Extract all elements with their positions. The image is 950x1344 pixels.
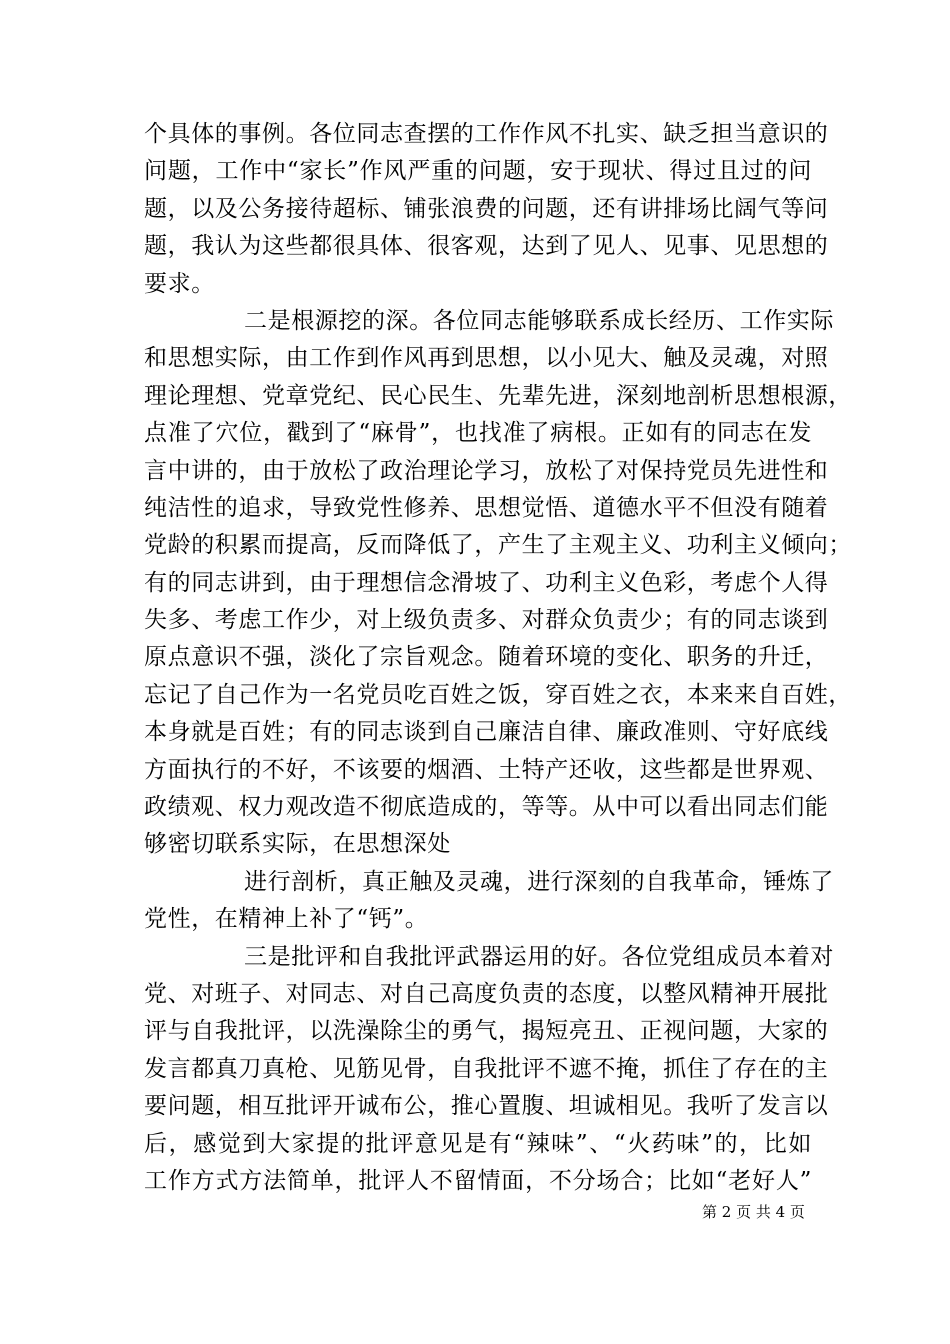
- text-line: 忘记了自己作为一名党员吃百姓之饭，穿百姓之衣，本来来自百姓，: [144, 681, 852, 708]
- text-line: 纯洁性的追求，导致党性修养、思想觉悟、道德水平不但没有随着: [144, 494, 829, 521]
- text-line: 问题，工作中“家长”作风严重的问题，安于现状、得过且过的问: [144, 158, 812, 185]
- text-line: 原点意识不强，淡化了宗旨观念。随着环境的变化、职务的升迁，: [144, 644, 829, 671]
- text-line: 进行剖析，真正触及灵魂，进行深刻的自我革命，锤炼了: [244, 868, 834, 895]
- text-line: 发言都真刀真枪、见筋见骨，自我批评不遮不掩，抓住了存在的主: [144, 1055, 829, 1082]
- text-line: 言中讲的，由于放松了政治理论学习，放松了对保持党员先进性和: [144, 457, 829, 484]
- paragraph-3-heading-line: 三是批评和自我批评武器运用的好。各位党组成员本着对: [244, 943, 834, 970]
- text-line: 工作方式方法简单，批评人不留情面，不分场合；比如“老好人”: [144, 1167, 812, 1194]
- text-line: 方面执行的不好，不该要的烟酒、土特产还收，这些都是世界观、: [144, 756, 829, 783]
- text-line: 题，以及公务接待超标、铺张浪费的问题，还有讲排场比阔气等问: [144, 195, 829, 222]
- text-line: 本身就是百姓；有的同志谈到自己廉洁自律、廉政准则、守好底线: [144, 719, 829, 746]
- text-line: 失多、考虑工作少，对上级负责多、对群众负责少；有的同志谈到: [144, 607, 829, 634]
- page-number-footer: 第 2 页 共 4 页: [702, 1203, 805, 1221]
- text-line: 和思想实际，由工作到作风再到思想，以小见大、触及灵魂，对照: [144, 345, 829, 372]
- text-line: 党性，在精神上补了“钙”。: [144, 906, 429, 933]
- text-line: 党、对班子、对同志、对自己高度负责的态度，以整风精神开展批: [144, 980, 829, 1007]
- text-line: 够密切联系实际，在思想深处: [144, 831, 451, 858]
- text-line: 评与自我批评，以洗澡除尘的勇气，揭短亮丑、正视问题，大家的: [144, 1018, 829, 1045]
- text-line: 党龄的积累而提高，反而降低了，产生了主观主义、功利主义倾向；: [144, 532, 852, 559]
- text-line: 点准了穴位，戳到了“麻骨”，也找准了病根。正如有的同志在发: [144, 420, 812, 447]
- paragraph-2-heading-line: 二是根源挖的深。各位同志能够联系成长经历、工作实际: [244, 307, 834, 334]
- text-line: 有的同志讲到，由于理想信念滑坡了、功利主义色彩，考虑个人得: [144, 569, 829, 596]
- text-line: 政绩观、权力观改造不彻底造成的，等等。从中可以看出同志们能: [144, 794, 829, 821]
- text-line: 后，感觉到大家提的批评意见是有“辣味”、“火药味”的，比如: [144, 1130, 812, 1157]
- text-line: 题，我认为这些都很具体、很客观，达到了见人、见事、见思想的: [144, 233, 829, 260]
- text-line: 要求。: [144, 270, 215, 297]
- body-text: [144, 116, 852, 1200]
- text-line: 要问题，相互批评开诚布公，推心置腹、坦诚相见。我听了发言以: [144, 1093, 829, 1120]
- text-line: 理论理想、党章党纪、民心民生、先辈先进，深刻地剖析思想根源，: [144, 382, 852, 409]
- text-line: 个具体的事例。各位同志查摆的工作作风不扎实、缺乏担当意识的: [144, 121, 829, 147]
